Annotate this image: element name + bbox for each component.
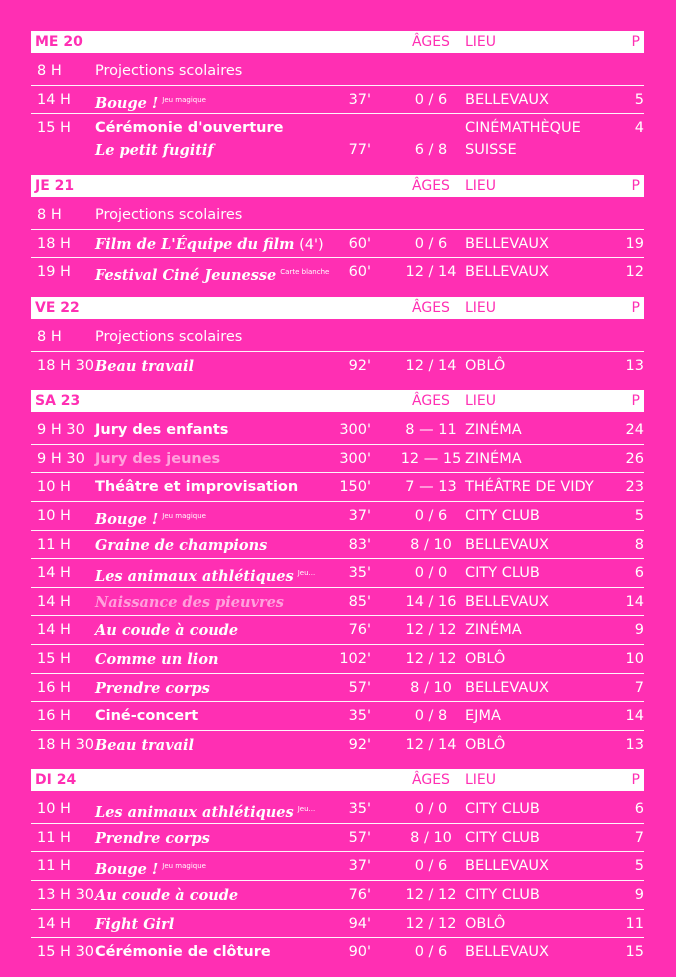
age-range: 12 / 12 (405, 915, 457, 932)
time: 18 H 30 (37, 736, 95, 753)
venue-name: CITY CLUB (465, 829, 540, 846)
venue-name: BELLEVAUX (465, 235, 549, 252)
duration: 90' (348, 944, 371, 961)
event-title (95, 857, 345, 880)
venue (465, 800, 625, 819)
venue (465, 886, 625, 905)
day-section (31, 175, 644, 286)
duration: 300' (339, 450, 371, 467)
event-title-text: Naissance des pieuvres (95, 593, 284, 611)
duration: 77' (348, 142, 371, 159)
day-label: ME 20 (35, 34, 83, 50)
venue-name: BELLEVAUX (465, 858, 549, 875)
day-label: SA 23 (35, 393, 81, 410)
age-range: 12 / 12 (405, 622, 457, 639)
schedule-row (31, 445, 644, 474)
duration: 300' (339, 422, 371, 439)
page-number: 8 (634, 536, 644, 553)
venue (465, 357, 625, 376)
event-title (95, 478, 345, 497)
ages-column-label: ÂGES (412, 393, 450, 410)
event-title (95, 263, 345, 286)
event-title (95, 915, 345, 935)
duration: 102' (339, 650, 371, 667)
event-title-second-line: Le petit fugitif (95, 142, 214, 160)
time: 18 H (37, 235, 71, 252)
page-number: 4 (634, 120, 644, 137)
page-number: 23 (625, 479, 644, 496)
venue (465, 621, 625, 640)
time: 18 H 30 (37, 357, 95, 374)
event-title (95, 206, 345, 225)
event-title-text: Festival Ciné Jeunesse (95, 267, 277, 285)
schedule-row (31, 645, 644, 674)
venue-name-second-line: SUISSE (465, 142, 517, 159)
event-title-text: Les animaux athlétiques (95, 804, 294, 822)
page-column-label: P (631, 178, 640, 195)
page-column-label: P (631, 772, 640, 789)
venue-column-label: LIEU (465, 34, 497, 50)
schedule-row (31, 86, 644, 115)
day-label: VE 22 (35, 299, 80, 316)
event-title-text: Au coude à coude (95, 887, 239, 905)
day-header (31, 769, 644, 791)
event-title (95, 507, 345, 530)
venue (465, 421, 625, 440)
event-subtitle: Jeu... (297, 569, 316, 578)
venue-column-label: LIEU (465, 299, 497, 316)
venue-name: BELLEVAUX (465, 91, 549, 108)
day-section (31, 297, 644, 379)
event-title-text: Théâtre et improvisation (95, 479, 299, 496)
venue (465, 593, 625, 612)
page-number: 6 (634, 565, 644, 582)
venue-name: OBLÔ (465, 650, 506, 667)
page-number: 14 (625, 708, 644, 725)
page-column-label: P (631, 393, 640, 410)
age-range: 12 / 14 (405, 357, 457, 374)
page-number: 15 (625, 944, 644, 961)
venue-name: CITY CLUB (465, 507, 540, 524)
venue (465, 91, 625, 110)
event-title-text: Prendre corps (95, 679, 210, 697)
age-range: 7 — 13 (405, 479, 457, 496)
event-title-text: Projections scolaires (95, 328, 243, 345)
time: 11 H (37, 829, 71, 846)
schedule-row (31, 323, 644, 352)
day-header (31, 390, 644, 412)
schedule-row (31, 852, 644, 881)
event-title (95, 650, 345, 670)
page-number: 9 (634, 622, 644, 639)
event-title-text: Cérémonie de clôture (95, 944, 271, 961)
time: 11 H (37, 536, 71, 553)
time: 14 H (37, 622, 71, 639)
age-range: 0 / 8 (414, 708, 448, 725)
time: 8 H (37, 328, 62, 345)
event-title-text: Bouge ! (95, 510, 159, 528)
event-title-text: Comme un lion (95, 650, 219, 668)
event-title (95, 736, 345, 756)
page-number: 26 (625, 450, 644, 467)
age-range: 8 / 10 (410, 679, 452, 696)
event-title (95, 621, 345, 641)
event-title-text: Fight Girl (95, 915, 175, 933)
age-range: 0 / 6 (414, 944, 448, 961)
age-range: 0 / 0 (414, 801, 448, 818)
venue-name: CITY CLUB (465, 801, 540, 818)
age-range: 6 / 8 (414, 142, 448, 159)
time: 8 H (37, 207, 62, 224)
venue-name: OBLÔ (465, 357, 506, 374)
event-title-text: Prendre corps (95, 829, 210, 847)
day-section (31, 769, 644, 966)
venue-name: OBLÔ (465, 915, 506, 932)
day-label: JE 21 (35, 178, 75, 195)
event-subtitle: Jeu magique (162, 511, 206, 520)
duration: 76' (348, 887, 371, 904)
time: 15 H 30 (37, 944, 95, 961)
time: 14 H (37, 565, 71, 582)
event-title-text: Projections scolaires (95, 63, 243, 79)
event-title (95, 679, 345, 699)
event-title (95, 119, 345, 160)
page-number: 6 (634, 801, 644, 818)
schedule-row (31, 824, 644, 853)
time: 10 H (37, 507, 71, 524)
duration: 76' (348, 622, 371, 639)
age-range: 12 / 14 (405, 736, 457, 753)
ages-column-label: ÂGES (412, 178, 450, 195)
venue (465, 263, 625, 282)
time: 10 H (37, 801, 71, 818)
event-title (95, 450, 345, 469)
time: 14 H (37, 915, 71, 932)
age-range: 8 — 11 (405, 422, 457, 439)
duration: 94' (348, 915, 371, 932)
duration: 83' (348, 536, 371, 553)
schedule-row (31, 352, 644, 380)
age-range: 12 / 12 (405, 887, 457, 904)
schedule-row (31, 910, 644, 939)
event-subtitle: Jeu magique (162, 862, 206, 871)
time: 15 H (37, 120, 71, 137)
venue (465, 564, 625, 583)
schedule-row (31, 531, 644, 560)
duration: 60' (348, 264, 371, 281)
age-range: 0 / 6 (414, 858, 448, 875)
page-column-label: P (631, 34, 640, 50)
event-subtitle: Jeu magique (162, 95, 206, 104)
venue-name: CINÉMATHÈQUE (465, 120, 581, 137)
ages-column-label: ÂGES (412, 772, 450, 789)
time: 8 H (37, 63, 62, 79)
time: 16 H (37, 679, 71, 696)
schedule-row (31, 230, 644, 259)
age-range: 0 / 0 (414, 565, 448, 582)
venue-column-label: LIEU (465, 178, 497, 195)
venue (465, 679, 625, 698)
page-number: 5 (634, 858, 644, 875)
day-header (31, 175, 644, 197)
page-number: 12 (625, 264, 644, 281)
event-title (95, 235, 345, 255)
event-title-text: Ciné-concert (95, 708, 199, 725)
venue (465, 857, 625, 876)
event-title (95, 62, 345, 81)
time: 9 H 30 (37, 450, 85, 467)
ages-column-label: ÂGES (412, 34, 450, 50)
venue-name: THÉÂTRE DE VIDY (465, 479, 594, 496)
event-title-text: Les animaux athlétiques (95, 568, 294, 586)
page-column-label: P (631, 299, 640, 316)
day-section (31, 31, 644, 164)
day-header (31, 31, 644, 53)
page-number: 19 (625, 235, 644, 252)
event-title-text: Bouge ! (95, 94, 159, 112)
duration: 57' (348, 679, 371, 696)
schedule-row (31, 473, 644, 502)
day-label: DI 24 (35, 772, 77, 789)
age-range: 12 / 12 (405, 650, 457, 667)
event-title (95, 593, 345, 613)
venue (465, 650, 625, 669)
time: 14 H (37, 593, 71, 610)
event-title-text: Graine de champions (95, 536, 268, 554)
venue (465, 707, 625, 726)
time: 13 H 30 (37, 887, 95, 904)
venue-name: ZINÉMA (465, 622, 522, 639)
event-title (95, 328, 345, 347)
duration: 37' (348, 507, 371, 524)
schedule-row (31, 702, 644, 731)
time: 11 H (37, 858, 71, 875)
age-range: 14 / 16 (405, 593, 457, 610)
venue-name: BELLEVAUX (465, 264, 549, 281)
event-title (95, 707, 345, 726)
event-title-text: Beau travail (95, 357, 195, 375)
venue-name: ZINÉMA (465, 450, 522, 467)
venue-name: ZINÉMA (465, 422, 522, 439)
schedule-row (31, 616, 644, 645)
event-title (95, 886, 345, 906)
event-title (95, 536, 345, 556)
event-title (95, 564, 345, 587)
age-range: 12 — 15 (400, 450, 462, 467)
venue (465, 736, 625, 755)
day-header (31, 297, 644, 319)
schedule-row (31, 502, 644, 531)
venue (465, 915, 625, 934)
venue (465, 829, 625, 848)
venue-name: CITY CLUB (465, 887, 540, 904)
event-title (95, 800, 345, 823)
time: 15 H (37, 650, 71, 667)
age-range: 12 / 14 (405, 264, 457, 281)
schedule-row (31, 731, 644, 759)
event-title (95, 91, 345, 114)
time: 10 H (37, 479, 71, 496)
age-range: 8 / 10 (410, 536, 452, 553)
age-range: 0 / 6 (414, 91, 448, 108)
time: 9 H 30 (37, 422, 85, 439)
schedule-row (31, 938, 644, 966)
venue-column-label: LIEU (465, 772, 497, 789)
schedule-row (31, 57, 644, 86)
venue (465, 943, 625, 962)
page-number: 10 (625, 650, 644, 667)
schedule-row (31, 881, 644, 910)
venue (465, 478, 625, 497)
schedule-row (31, 588, 644, 617)
schedule (31, 31, 644, 977)
venue-name: BELLEVAUX (465, 536, 549, 553)
event-title-text: Jury des enfants (95, 422, 229, 439)
page-number: 14 (625, 593, 644, 610)
page-number: 5 (634, 91, 644, 108)
page-number: 5 (634, 507, 644, 524)
schedule-row (31, 114, 644, 164)
event-title-text: Projections scolaires (95, 207, 243, 224)
age-range: 8 / 10 (410, 829, 452, 846)
duration: 35' (348, 801, 371, 818)
event-title-text: Film de L'Équipe du film (95, 235, 295, 253)
duration: 85' (348, 593, 371, 610)
duration: 37' (348, 91, 371, 108)
page-number: 11 (625, 915, 644, 932)
time: 16 H (37, 708, 71, 725)
schedule-row (31, 559, 644, 588)
duration: 92' (348, 357, 371, 374)
event-title (95, 421, 345, 440)
event-title-text: Au coude à coude (95, 622, 239, 640)
venue-name: BELLEVAUX (465, 944, 549, 961)
event-title (95, 943, 345, 962)
venue (465, 536, 625, 555)
schedule-row (31, 258, 644, 286)
event-title-text: Beau travail (95, 736, 195, 754)
page-number: 13 (625, 357, 644, 374)
age-range: 0 / 6 (414, 235, 448, 252)
schedule-row (31, 795, 644, 824)
event-subtitle: Jeu... (297, 805, 316, 814)
venue (465, 119, 625, 160)
duration: 35' (348, 708, 371, 725)
venue (465, 450, 625, 469)
page-number: 7 (634, 679, 644, 696)
duration: 60' (348, 235, 371, 252)
venue (465, 235, 625, 254)
event-title-text: Jury des jeunes (95, 450, 221, 467)
time: 14 H (37, 91, 71, 108)
venue-name: EJMA (465, 708, 501, 725)
page-number: 13 (625, 736, 644, 753)
duration: 92' (348, 736, 371, 753)
venue-column-label: LIEU (465, 393, 497, 410)
event-subtitle: Carte blanche (280, 268, 330, 277)
venue-name: CITY CLUB (465, 565, 540, 582)
page-number: 7 (634, 829, 644, 846)
day-section (31, 390, 644, 758)
duration: 37' (348, 858, 371, 875)
schedule-row (31, 201, 644, 230)
venue-name: OBLÔ (465, 736, 506, 753)
schedule-row (31, 416, 644, 445)
venue-name: BELLEVAUX (465, 679, 549, 696)
time: 19 H (37, 264, 71, 281)
event-title (95, 357, 345, 377)
venue (465, 507, 625, 526)
age-range: 0 / 6 (414, 507, 448, 524)
duration: 150' (339, 479, 371, 496)
event-title (95, 829, 345, 849)
ages-column-label: ÂGES (412, 299, 450, 316)
event-title-text: Bouge ! (95, 861, 159, 879)
duration: 57' (348, 829, 371, 846)
schedule-row (31, 674, 644, 703)
page-number: 9 (634, 887, 644, 904)
duration: 35' (348, 565, 371, 582)
venue-name: BELLEVAUX (465, 593, 549, 610)
page-number: 24 (625, 422, 644, 439)
event-title-text: Cérémonie d'ouverture (95, 120, 284, 137)
event-title-suffix: (4') (299, 236, 324, 253)
